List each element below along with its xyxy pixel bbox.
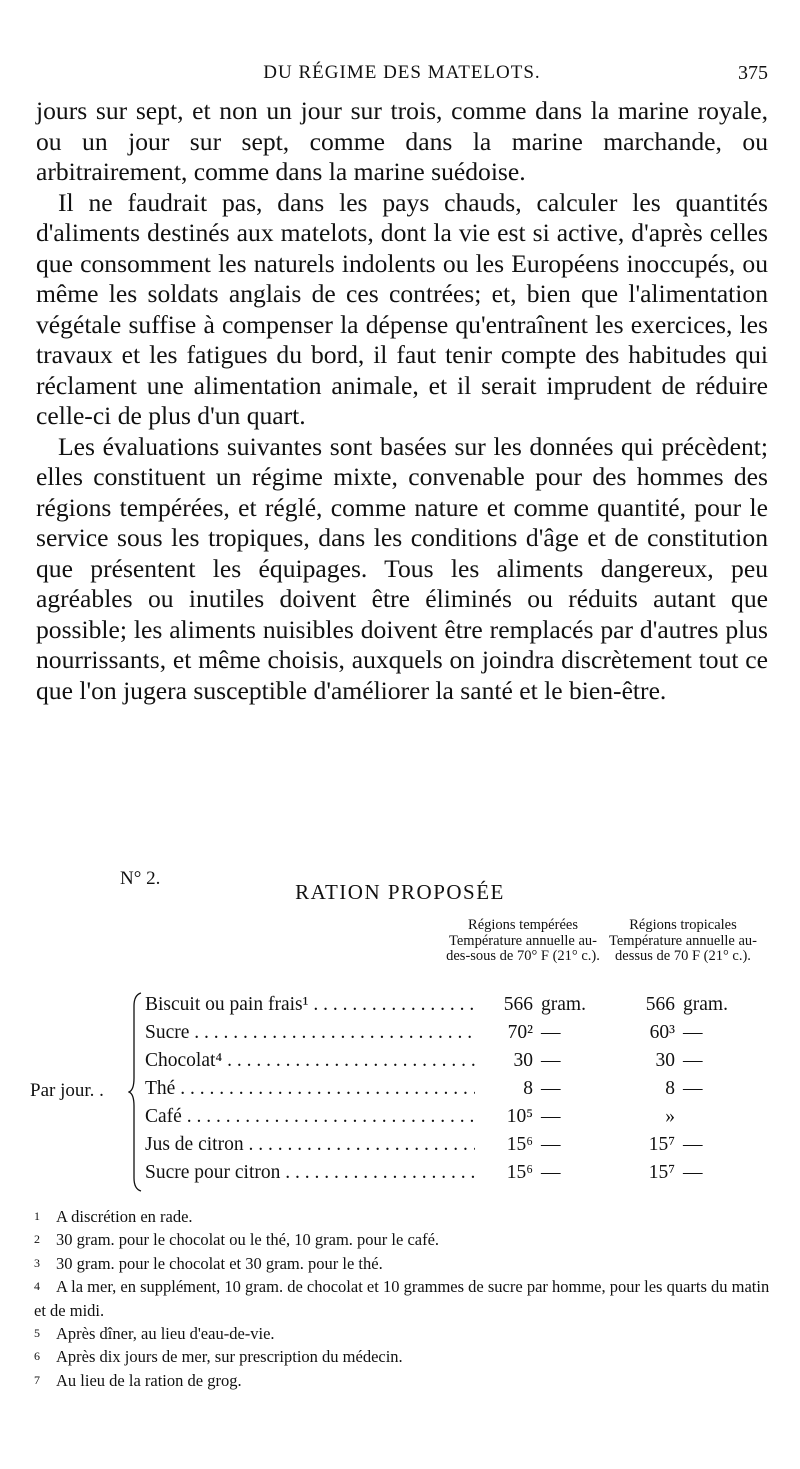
running-title: DU RÉGIME DES MATELOTS.	[263, 62, 541, 83]
row-item: Café . . .	[145, 1106, 475, 1128]
footnotes	[34, 1205, 774, 1392]
tropical-unit: —	[683, 1134, 703, 1155]
tropical-unit: —	[683, 1022, 703, 1043]
temperate-value: 70²	[507, 1022, 533, 1043]
tropical-unit: —	[683, 1078, 703, 1099]
paragraph-continuation: jours sur sept, et non un jour sur trois, comme dans la marine royale, ou un jour sur sept, comme dans la marine marchande, ou arbitrairement, comme dans la marine suédoise.	[36, 96, 768, 186]
tropical-value: »	[665, 1106, 675, 1127]
table-title: RATION PROPOSÉE	[295, 880, 505, 904]
temperate-value: 30	[513, 1050, 533, 1071]
tropical-value: 8	[665, 1078, 675, 1099]
temperate-unit: —	[541, 1050, 561, 1071]
footnote-mark: 2	[34, 1232, 40, 1247]
footnote-text: 30 gram. pour le chocolat et 30 gram. pour le thé.	[56, 1253, 383, 1273]
table-row	[145, 1106, 765, 1132]
footnote	[34, 1369, 774, 1392]
footnote-mark: 5	[34, 1326, 40, 1341]
temperate-unit: —	[541, 1078, 561, 1099]
tropical-value: 15⁷	[648, 1134, 675, 1155]
temperate-value: 15⁶	[506, 1134, 533, 1155]
temperate-unit: gram.	[541, 994, 586, 1015]
column-header-tropical: Régions tropicales Température annuelle au-dessus de 70 F (21° c.).	[609, 917, 757, 964]
footnote-mark: 4	[34, 1279, 40, 1294]
table-row	[145, 1022, 765, 1048]
brace-icon	[128, 992, 142, 1192]
footnote-mark: 3	[34, 1255, 40, 1270]
tropical-value: 60³	[649, 1022, 675, 1043]
temperate-value: 15⁶	[506, 1162, 533, 1183]
footnote-mark: 1	[34, 1209, 40, 1223]
temperate-unit: —	[541, 1162, 561, 1183]
tropical-value: 566	[645, 994, 675, 1015]
temperate-value: 566	[503, 994, 533, 1015]
footnote	[34, 1252, 774, 1275]
footnote	[34, 1275, 774, 1322]
row-item: Jus de citron . . .	[145, 1134, 475, 1156]
row-item: Thé . . .	[145, 1078, 475, 1100]
footnote	[34, 1345, 774, 1368]
row-item: Chocolat⁴ . . .	[145, 1050, 475, 1072]
footnote-text: Au lieu de la ration de grog.	[56, 1370, 242, 1390]
footnote-mark: 7	[34, 1372, 40, 1387]
footnote-text: Après dix jours de mer, sur prescription du médecin.	[56, 1347, 403, 1367]
table-row	[145, 1050, 765, 1076]
tropical-unit: gram.	[683, 994, 728, 1015]
footnote-text: A la mer, en supplément, 10 gram. de chocolat et 10 grammes de sucre par homme, pour les quarts du matin et de midi.	[34, 1277, 770, 1320]
table-number: N° 2.	[120, 868, 161, 889]
row-item: Sucre . . .	[145, 1022, 475, 1044]
footnote-text: Après dîner, au lieu d'eau-de-vie.	[56, 1324, 275, 1344]
running-head	[36, 60, 768, 88]
row-item: Sucre pour citron . . .	[145, 1162, 475, 1184]
footnote	[34, 1205, 774, 1228]
tropical-unit: —	[683, 1162, 703, 1183]
paragraph: Il ne faudrait pas, dans les pays chauds, calculer les quantités d'aliments destinés aux matelots, dont la vie est si active, d'après celles que consomment les naturels indolents ou les Européens inoccupés, ou même les soldats anglais de ces contrées; et, bien que l'alimentation végétale suffise à compenser la dépense qu'entraînent les exercices, les travaux et les fatigues du bord, il faut tenir compte des habitudes qui réclament une alimentation animale, et il serait imprudent de réduire celle-ci de plus d'un quart.	[36, 187, 768, 430]
table-row	[145, 1162, 765, 1188]
tropical-unit: —	[683, 1050, 703, 1071]
footnote	[34, 1228, 774, 1251]
temperate-unit: —	[541, 1134, 561, 1155]
temperate-unit: —	[541, 1022, 561, 1043]
paragraph: Les évaluations suivantes sont basées sur les données qui précèdent; elles constituent un régime mixte, convenable pour des hommes des régions tempérées, et réglé, comme nature et comme quantité, pour le service sous les tropiques, dans les conditions d'âge et de constitution que présentent les équipages. Tous les aliments dangereux, peu agréables ou inutiles doivent être éliminés ou réduits autant que possible; les aliments nuisibles doivent être remplacés par d'autres plus nourrissants, et même choisis, auxquels on joindra discrètement tout ce que l'on jugera susceptible d'améliorer la santé et le bien-être.	[36, 431, 768, 705]
table-row	[145, 994, 765, 1020]
page-number: 375	[738, 62, 768, 84]
tropical-value: 15⁷	[648, 1162, 675, 1183]
table-row	[145, 1078, 765, 1104]
temperate-value: 10⁵	[506, 1106, 533, 1127]
footnote	[34, 1322, 774, 1345]
body-text	[36, 96, 768, 706]
footnote-mark: 6	[34, 1349, 40, 1364]
tropical-value: 30	[655, 1050, 675, 1071]
temperate-value: 8	[523, 1078, 533, 1099]
column-header-temperate: Régions tempérées Température annuelle au-des-sous de 70° F (21° c.).	[446, 917, 600, 964]
footnote-text: 30 gram. pour le chocolat ou le thé, 10 gram. pour le café.	[56, 1230, 440, 1250]
row-item: Biscuit ou pain frais¹ . . .	[145, 994, 475, 1016]
temperate-unit: —	[541, 1106, 561, 1127]
per-day-label: Par jour. .	[30, 1080, 104, 1101]
table-row	[145, 1134, 765, 1160]
footnote-text: A discrétion en rade.	[56, 1207, 193, 1226]
